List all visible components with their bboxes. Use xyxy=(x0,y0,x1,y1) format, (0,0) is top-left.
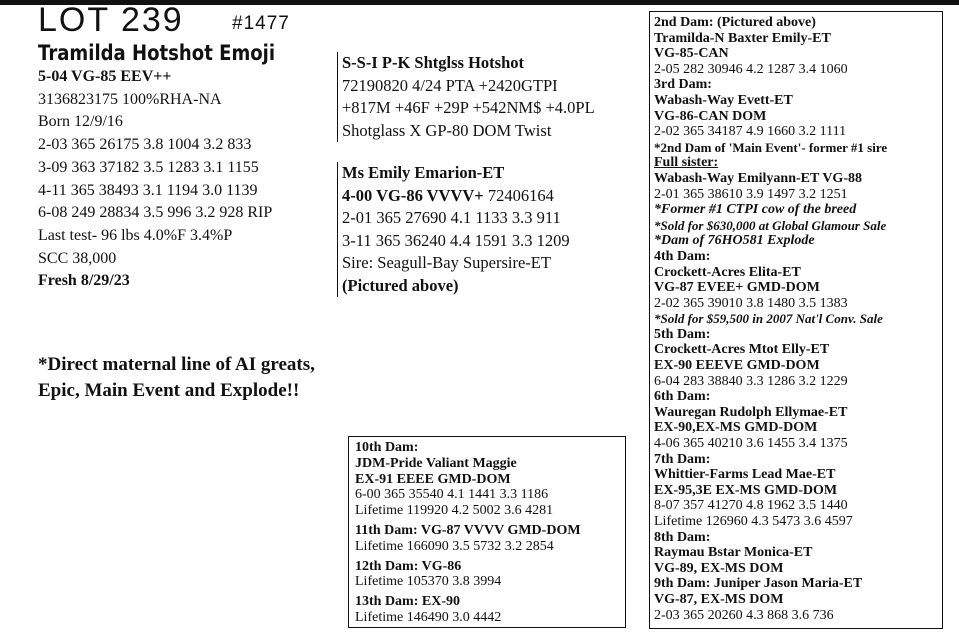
full-sister-heading: Full sister: xyxy=(654,155,719,171)
dam-heading: 11th Dam: VG-87 VVVV GMD-DOM xyxy=(355,522,581,538)
dam-classification: VG-86-CAN DOM xyxy=(654,108,767,124)
production-record: 3-09 363 37182 3.5 1283 3.1 1155 xyxy=(38,158,259,176)
dam-heading: 6th Dam: xyxy=(654,389,711,405)
full-sister-record: 2-01 365 38610 3.9 1497 3.2 1251 xyxy=(654,186,848,202)
dam-heading: 5th Dam: xyxy=(654,326,711,342)
dam-name: Crockett-Acres Mtot Elly-ET xyxy=(654,342,830,358)
dam-classification-line xyxy=(342,185,570,208)
dam-lifetime: Lifetime 105370 3.8 3994 xyxy=(355,574,502,590)
dam-lifetime: Lifetime 126960 4.3 5473 3.6 4597 xyxy=(654,514,853,529)
dam-classification: VG-87, EX-MS DOM xyxy=(654,591,784,607)
dam-record: 4-06 365 40210 3.6 1455 3.4 1375 xyxy=(654,436,848,452)
maternal-line-note xyxy=(38,352,315,404)
full-sister-name: Wabash-Way Emilyann-ET VG-88 xyxy=(654,170,862,186)
dam-record: 2-05 282 30946 4.2 1287 3.4 1060 xyxy=(654,61,848,77)
dam-registration: 72406164 xyxy=(483,185,554,205)
dam-name: Wauregan Rudolph Ellymae-ET xyxy=(654,404,848,420)
dam-heading: 7th Dam: xyxy=(654,451,711,467)
production-record: 2-03 365 26175 3.8 1004 3.2 833 xyxy=(38,136,252,154)
dam-record: 3-11 365 36240 4.4 1591 3.3 1209 xyxy=(342,230,570,250)
cow-details xyxy=(38,66,272,293)
lot-id-number: #1477 xyxy=(232,13,290,34)
sire-proof: 72190820 4/24 PTA +2420GTPI xyxy=(342,75,558,95)
pedigree-right-box xyxy=(649,11,943,629)
dam-classification: VG-87 EVEE+ GMD-DOM xyxy=(654,280,820,296)
cow-born: Born 12/9/16 xyxy=(38,113,123,131)
dam-heading: 9th Dam: Juniper Jason Maria-ET xyxy=(654,576,863,592)
dam-name: Crockett-Acres Elita-ET xyxy=(654,264,801,280)
lot-title: LOT 239 xyxy=(38,1,184,39)
dam-name: Whittier-Farms Lead Mae-ET xyxy=(654,467,836,483)
dam-record: 2-02 365 39010 3.8 1480 3.5 1383 xyxy=(654,295,848,311)
dam-name: JDM-Pride Valiant Maggie xyxy=(355,455,517,471)
dam-record: 8-07 357 41270 4.8 1962 3.5 1440 xyxy=(654,498,848,514)
dam-record: 6-04 283 38840 3.3 1286 3.2 1229 xyxy=(654,373,848,389)
last-test: Last test- 96 lbs 4.0%F 3.4%P xyxy=(38,226,233,244)
dam-heading: 3rd Dam: xyxy=(654,77,712,93)
full-sister-note: *Sold for $630,000 at Global Glamour Sale xyxy=(654,217,887,233)
dam-heading: 4th Dam: xyxy=(654,248,711,264)
note-line: *Direct maternal line of AI greats, xyxy=(38,354,315,375)
dam-classification: EX-91 EEEE GMD-DOM xyxy=(355,471,511,487)
full-sister-note: *Dam of 76HO581 Explode xyxy=(654,233,815,249)
dam-heading: 2nd Dam: (Pictured above) xyxy=(654,15,816,30)
dam-record: 2-01 365 27690 4.1 1133 3.3 911 xyxy=(342,208,561,227)
dam-pictured: (Pictured above) xyxy=(342,275,459,295)
production-record: 4-11 365 38493 3.1 1194 3.0 1139 xyxy=(38,181,258,199)
dam-heading: 13th Dam: EX-90 xyxy=(355,594,460,610)
dam-name: Wabash-Way Evett-ET xyxy=(654,92,793,108)
fresh-date: Fresh 8/29/23 xyxy=(38,272,130,290)
dam-name: Tramilda-N Baxter Emily-ET xyxy=(654,30,831,46)
dam-note: *2nd Dam of 'Main Event'- former #1 sire xyxy=(654,139,888,155)
cow-name: Tramilda Hotshot Emoji xyxy=(38,41,276,65)
note-line: Epic, Main Event and Explode!! xyxy=(38,380,300,401)
sire-name: S-S-I P-K Shtglss Hotshot xyxy=(342,53,524,72)
dam-sire: Sire: Seagull-Bay Supersire-ET xyxy=(342,253,551,272)
full-sister-note: *Former #1 CTPI cow of the breed xyxy=(654,202,857,218)
dam-heading: 10th Dam: xyxy=(355,440,419,455)
dam-note: *Sold for $59,500 in 2007 Nat'l Conv. Sale xyxy=(654,311,883,327)
dam-classification: 4-00 VG-86 VVVV+ xyxy=(342,185,484,205)
production-record: 6-08 249 28834 3.5 996 3.2 928 RIP xyxy=(38,204,273,222)
dam-heading: 12th Dam: VG-86 xyxy=(355,558,462,574)
dam-name: Raymau Bstar Monica-ET xyxy=(654,545,813,561)
dam-classification: VG-89, EX-MS DOM xyxy=(654,560,784,576)
scc: SCC 38,000 xyxy=(38,249,117,267)
dam-classification: EX-95,3E EX-MS GMD-DOM xyxy=(654,482,838,498)
dam-record: 2-02 365 34187 4.9 1660 3.2 1111 xyxy=(654,124,847,140)
cow-classification: 5-04 VG-85 EEV++ xyxy=(38,68,172,85)
dam-record: 6-00 365 35540 4.1 1441 3.3 1186 xyxy=(355,487,549,503)
dam-lifetime: Lifetime 146490 3.0 4442 xyxy=(355,609,502,625)
sire-pedigree: Shotglass X GP-80 DOM Twist xyxy=(342,120,552,140)
dam-heading: 8th Dam: xyxy=(654,529,711,545)
dam-classification: EX-90,EX-MS GMD-DOM xyxy=(654,420,818,436)
dam-block xyxy=(337,162,570,297)
sire-block xyxy=(337,52,595,142)
dam-classification: VG-85-CAN xyxy=(654,46,729,62)
cow-registration: 3136823175 100%RHA-NA xyxy=(38,90,222,108)
dam-classification: EX-90 EEEVE GMD-DOM xyxy=(654,358,820,374)
pedigree-bottom-box xyxy=(348,436,626,628)
dam-name: Ms Emily Emarion-ET xyxy=(342,163,505,182)
dam-record: 2-03 365 20260 4.3 868 3.6 736 xyxy=(654,607,834,623)
dam-lifetime: Lifetime 166090 3.5 5732 3.2 2854 xyxy=(355,538,554,554)
sire-proof: +817M +46F +29P +542NM$ +4.0PL xyxy=(342,98,595,117)
dam-lifetime: Lifetime 119920 4.2 5002 3.6 4281 xyxy=(355,503,554,519)
